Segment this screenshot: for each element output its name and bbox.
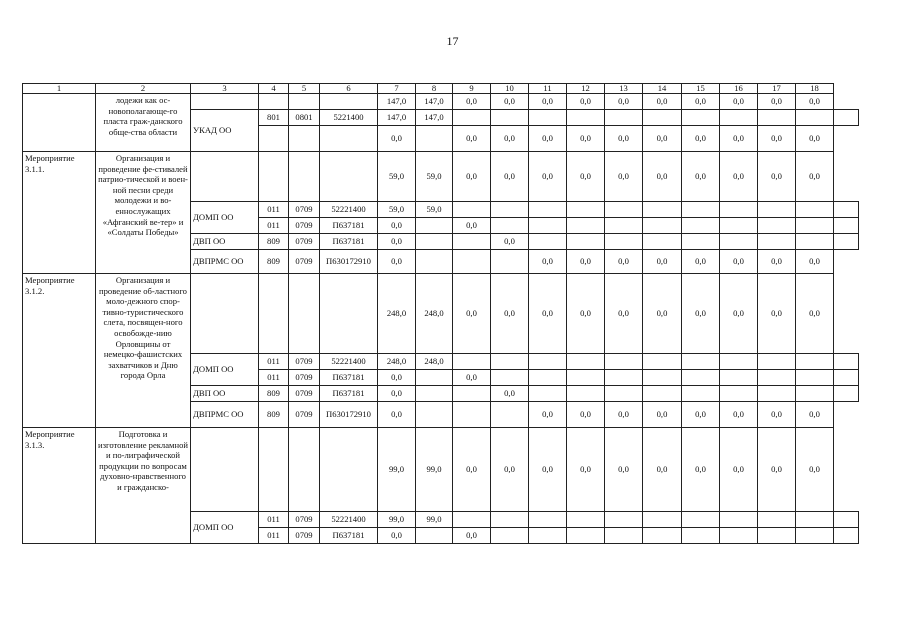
table-cell [259,126,289,152]
table-cell: 5221400 [320,110,378,126]
table-cell [289,126,320,152]
table-cell [605,354,643,370]
table-cell [491,402,529,428]
table-cell: 0,0 [453,152,491,202]
table-cell: 0,0 [378,234,416,250]
table-cell: 59,0 [378,152,416,202]
table-cell: 0,0 [643,152,682,202]
table-cell [529,370,567,386]
column-header: 3 [191,84,259,94]
table-cell: 0,0 [453,126,491,152]
table-cell [834,218,859,234]
table-cell [758,370,796,386]
table-cell [567,218,605,234]
table-cell [605,218,643,234]
table-cell: 0,0 [643,126,682,152]
table-cell [643,110,682,126]
column-header: 13 [605,84,643,94]
measure-name: лодежи как ос-новополагающе-го пласта граж-данского обще-ства области [96,94,191,152]
column-header: 16 [720,84,758,94]
column-header: 9 [453,84,491,94]
table-cell: 0,0 [567,428,605,512]
table-cell: 59,0 [416,152,453,202]
table-cell: 0,0 [605,428,643,512]
column-header: 15 [682,84,720,94]
table-cell [758,528,796,544]
table-cell [416,386,453,402]
executor-cell [191,274,259,354]
table-cell: 809 [259,250,289,274]
table-cell [834,110,859,126]
table-cell: 0709 [289,528,320,544]
table-cell: П637181 [320,234,378,250]
table-cell: П630172910 [320,402,378,428]
table-cell [529,218,567,234]
column-header: 17 [758,84,796,94]
table-cell: 0,0 [491,94,529,110]
table-cell: 0,0 [643,94,682,110]
table-cell [643,386,682,402]
table-cell: 0,0 [796,126,834,152]
table-row [23,152,859,202]
table-cell: 0,0 [605,274,643,354]
table-cell: 011 [259,370,289,386]
table-cell: 0,0 [378,370,416,386]
table-cell [682,370,720,386]
table-cell [643,202,682,218]
table-cell: 147,0 [416,94,453,110]
executor-cell: ДОМП ОО [191,512,259,544]
column-header: 10 [491,84,529,94]
table-cell: 0,0 [643,428,682,512]
table-cell: 0709 [289,250,320,274]
table-cell [453,354,491,370]
table-cell: П637181 [320,370,378,386]
column-header: 7 [378,84,416,94]
table-cell [720,528,758,544]
table-cell: П630172910 [320,250,378,274]
table-cell [491,250,529,274]
table-cell [567,354,605,370]
table-cell: 0,0 [529,126,567,152]
measure-label: Мероприятие 3.1.1. [23,152,96,274]
table-cell [491,528,529,544]
table-cell: 248,0 [416,354,453,370]
table-cell [320,126,378,152]
table-cell: 0,0 [491,386,529,402]
table-cell: 0,0 [378,126,416,152]
table-cell [758,512,796,528]
table-cell: 0,0 [567,94,605,110]
table-cell [567,202,605,218]
table-cell: 0,0 [758,126,796,152]
table-cell [796,202,834,218]
table-cell: 52221400 [320,512,378,528]
table-cell: 99,0 [416,512,453,528]
table-cell [796,354,834,370]
table-cell: 248,0 [416,274,453,354]
table-cell [605,528,643,544]
table-cell: 809 [259,386,289,402]
measure-name: Организация и проведение фе-стивалей патрио-тической и воен-ной песни среди молодежи и во-еннослужащих «Афганский ве-тер» и «Солдаты Победы» [96,152,191,274]
table-cell [834,354,859,370]
table-cell [529,110,567,126]
measure-label [23,94,96,152]
table-cell: 0,0 [378,402,416,428]
table-cell: 0,0 [378,250,416,274]
column-header: 5 [289,84,320,94]
table-cell [796,512,834,528]
table-cell [682,386,720,402]
table-cell [643,370,682,386]
table-cell [453,250,491,274]
table-cell [682,218,720,234]
table-cell: 0,0 [491,274,529,354]
table-cell [720,386,758,402]
table-cell [491,110,529,126]
table-cell [453,110,491,126]
executor-cell: ДВП ОО [191,386,259,402]
table-cell: 0,0 [529,94,567,110]
table-cell: 147,0 [378,94,416,110]
table-cell [720,218,758,234]
table-cell [605,234,643,250]
table-cell [453,234,491,250]
table-cell [720,354,758,370]
table-cell: 0,0 [796,152,834,202]
table-cell: 0,0 [682,152,720,202]
table-cell: 011 [259,218,289,234]
table-cell [643,218,682,234]
table-cell [567,234,605,250]
table-cell: 0,0 [682,274,720,354]
table-cell: 0,0 [720,402,758,428]
executor-cell [191,94,259,110]
table-body [23,84,859,544]
table-cell [758,386,796,402]
executor-cell: ДВПРМС ОО [191,402,259,428]
table-cell [453,386,491,402]
column-header: 18 [796,84,834,94]
table-cell [491,218,529,234]
table-cell [529,234,567,250]
table-cell [259,428,289,512]
executor-cell [191,152,259,202]
table-cell: 0709 [289,202,320,218]
executor-cell: УКАД ОО [191,110,259,152]
table-cell [720,110,758,126]
table-cell [758,234,796,250]
table-cell [416,528,453,544]
column-header: 2 [96,84,191,94]
table-cell: 0,0 [758,274,796,354]
table-cell [758,354,796,370]
table-cell: 52221400 [320,354,378,370]
table-cell: 0,0 [605,250,643,274]
table-cell [567,110,605,126]
table-cell [682,512,720,528]
executor-cell [191,428,259,512]
table-cell [529,354,567,370]
table-cell: 0709 [289,402,320,428]
table-cell [834,234,859,250]
table-cell: 0,0 [567,402,605,428]
table-cell: 0,0 [758,428,796,512]
table-cell [682,528,720,544]
table-cell [289,152,320,202]
table-cell: 147,0 [378,110,416,126]
measure-label: Мероприятие 3.1.2. [23,274,96,428]
table-cell [834,202,859,218]
table-cell: 0709 [289,218,320,234]
column-header: 6 [320,84,378,94]
table-cell: 0,0 [796,250,834,274]
table-cell: 0,0 [529,274,567,354]
table-cell [682,234,720,250]
table-cell [529,386,567,402]
table-cell: 0,0 [453,370,491,386]
table-cell [643,528,682,544]
table-cell [682,354,720,370]
table-cell: П637181 [320,528,378,544]
table-cell: 0,0 [605,152,643,202]
table-cell [416,126,453,152]
table-cell: 99,0 [378,512,416,528]
table-cell [529,512,567,528]
table-cell: 0,0 [605,126,643,152]
table-cell: 0,0 [529,152,567,202]
table-cell: 0,0 [453,528,491,544]
table-cell [605,202,643,218]
table-cell [416,234,453,250]
executor-cell: ДВПРМС ОО [191,250,259,274]
table-cell: 0,0 [720,126,758,152]
column-header: 14 [643,84,682,94]
table-cell [453,202,491,218]
table-cell [682,110,720,126]
table-cell: 809 [259,402,289,428]
table-cell: 0,0 [453,428,491,512]
table-cell [491,370,529,386]
table-cell: 0,0 [453,94,491,110]
table-cell: 0,0 [453,218,491,234]
table-cell [796,386,834,402]
table-cell [416,370,453,386]
table-cell [796,528,834,544]
table-cell: 99,0 [416,428,453,512]
table-cell [834,370,859,386]
table-cell: 0,0 [453,274,491,354]
table-cell: 0709 [289,370,320,386]
table-cell [529,528,567,544]
executor-cell: ДВП ОО [191,234,259,250]
measure-label: Мероприятие 3.1.3. [23,428,96,544]
table-cell [567,370,605,386]
table-cell: 248,0 [378,354,416,370]
column-header: 1 [23,84,96,94]
table-cell [453,512,491,528]
executor-cell: ДОМП ОО [191,354,259,386]
table-cell: 0,0 [643,274,682,354]
table-cell: 0,0 [605,94,643,110]
table-cell: 0,0 [720,428,758,512]
page-number: 17 [446,34,459,48]
column-header: 8 [416,84,453,94]
table-cell: 0,0 [378,218,416,234]
table-cell [491,354,529,370]
table-cell: 011 [259,202,289,218]
measure-name: Организация и проведение об-ластного моло-дежного спор-тивно-туристического слета, посвящен-ного освобожде-нию Орловщины от немецко-фашистских захватчиков и Дню города Орла [96,274,191,428]
table-cell: 248,0 [378,274,416,354]
table-cell: 0,0 [796,428,834,512]
table-cell: 0,0 [529,428,567,512]
table-cell [567,386,605,402]
table-cell [643,234,682,250]
table-cell [320,274,378,354]
table-cell [834,512,859,528]
table-cell: 59,0 [416,202,453,218]
table-cell: 99,0 [378,428,416,512]
table-cell [643,354,682,370]
table-cell: 0709 [289,354,320,370]
table-cell [720,234,758,250]
header-row [23,84,859,94]
table-cell: 0,0 [758,94,796,110]
table-cell: 011 [259,528,289,544]
column-header: 12 [567,84,605,94]
table-cell: 0,0 [643,250,682,274]
table-cell [259,94,289,110]
table-cell: 011 [259,512,289,528]
column-header: 11 [529,84,567,94]
table-row [23,428,859,512]
table-cell: 0,0 [720,94,758,110]
table-cell [682,202,720,218]
table-cell: 0,0 [491,428,529,512]
table-cell [758,218,796,234]
table-cell: 0,0 [682,402,720,428]
table-cell: 0,0 [720,152,758,202]
table-cell: 0,0 [643,402,682,428]
table-cell: 0,0 [720,250,758,274]
table-cell [416,250,453,274]
column-header: 4 [259,84,289,94]
table-cell [289,94,320,110]
table-cell [796,218,834,234]
table-cell: 0,0 [605,402,643,428]
table-cell: 0,0 [567,152,605,202]
table-cell [416,402,453,428]
table-cell: 0,0 [720,274,758,354]
table-cell [796,110,834,126]
table-cell [720,202,758,218]
table-cell: 0,0 [491,234,529,250]
table-cell: 0,0 [567,126,605,152]
table-cell: 0,0 [491,152,529,202]
table-cell: 0,0 [491,126,529,152]
measure-name: Подготовка и изготовление рекламной и по-лиграфической продукции по вопросам духовно-нравственного и гражданско- [96,428,191,544]
table-cell: 0,0 [378,528,416,544]
table-cell [320,94,378,110]
table-row [23,274,859,354]
table-cell [259,152,289,202]
table-cell: П637181 [320,386,378,402]
table-cell: 0709 [289,512,320,528]
table-cell [529,202,567,218]
table-cell: 809 [259,234,289,250]
table-cell: 0,0 [529,402,567,428]
table-cell [605,386,643,402]
table-cell [567,512,605,528]
table-row [23,94,859,110]
table-cell [758,202,796,218]
table-cell: 0,0 [378,386,416,402]
table-cell: 0709 [289,386,320,402]
table-cell [834,528,859,544]
table-cell [605,512,643,528]
table-cell: 0,0 [682,94,720,110]
table-cell: 0,0 [796,94,834,110]
table-cell: 0,0 [682,250,720,274]
table-cell: 0,0 [682,126,720,152]
table-cell: 59,0 [378,202,416,218]
table-cell [259,274,289,354]
table-cell: 0,0 [758,402,796,428]
table-cell [758,110,796,126]
table-cell: 011 [259,354,289,370]
table-cell [720,512,758,528]
table-cell: 0,0 [567,250,605,274]
table-cell [605,370,643,386]
table-cell [720,370,758,386]
table-cell [834,386,859,402]
table-cell [605,110,643,126]
table-cell [289,274,320,354]
table-cell [320,152,378,202]
table-cell: 147,0 [416,110,453,126]
table-cell [643,512,682,528]
table-cell [416,218,453,234]
table-cell: 0,0 [796,274,834,354]
table-cell: 0,0 [758,250,796,274]
table-cell: 0801 [289,110,320,126]
table-cell [567,528,605,544]
budget-table [22,83,859,544]
table-cell: 0,0 [758,152,796,202]
table-cell [289,428,320,512]
table-cell: 0,0 [567,274,605,354]
executor-cell: ДОМП ОО [191,202,259,234]
table-cell [491,202,529,218]
table-cell [796,370,834,386]
table-cell: 0,0 [682,428,720,512]
table-cell: 52221400 [320,202,378,218]
table-cell: 0,0 [796,402,834,428]
table-cell [453,402,491,428]
table-cell: 0709 [289,234,320,250]
table-cell [491,512,529,528]
table-cell: П637181 [320,218,378,234]
table-cell: 0,0 [529,250,567,274]
table-cell: 801 [259,110,289,126]
table-cell [320,428,378,512]
table-cell [796,234,834,250]
